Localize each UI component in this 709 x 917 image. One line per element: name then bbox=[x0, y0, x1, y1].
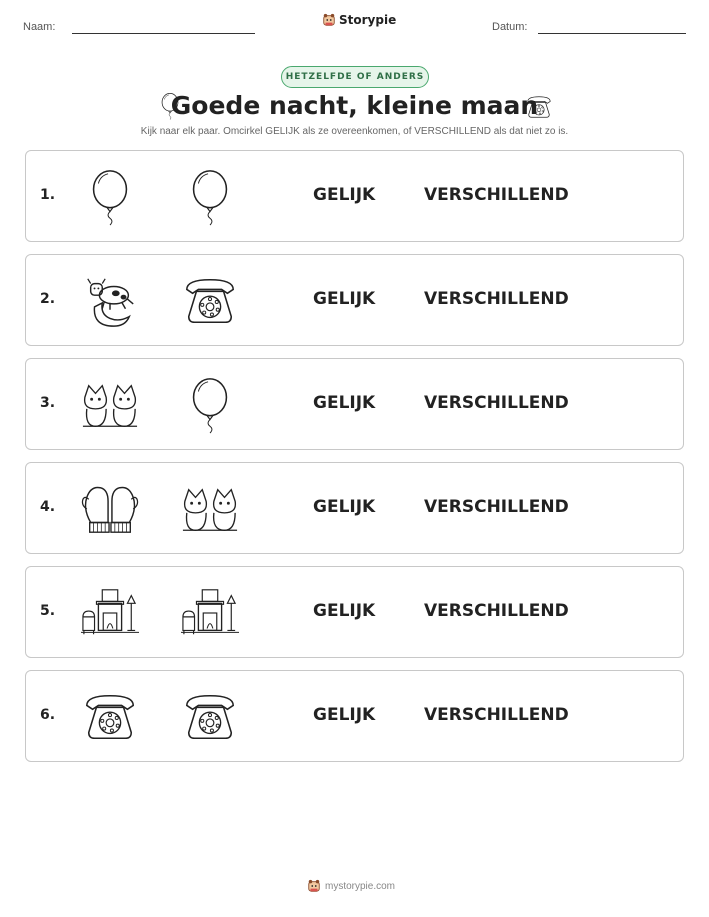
name-label: Naam: bbox=[23, 21, 56, 33]
storypie-logo-icon bbox=[322, 13, 336, 27]
kittens-icon bbox=[181, 480, 239, 538]
row-number: 4. bbox=[40, 499, 56, 515]
option-different[interactable]: VERSCHILLEND bbox=[424, 289, 569, 309]
worksheet-type-badge: HETZELFDE OF ANDERS bbox=[281, 66, 429, 88]
row-number: 3. bbox=[40, 395, 56, 411]
exercise-row bbox=[25, 462, 684, 554]
footer-url: mystorypie.com bbox=[325, 880, 396, 892]
option-different[interactable]: VERSCHILLEND bbox=[424, 497, 569, 517]
exercise-row bbox=[25, 670, 684, 762]
kittens-icon bbox=[81, 376, 139, 434]
telephone-icon bbox=[181, 272, 239, 330]
fireplace-room-icon bbox=[81, 584, 139, 642]
option-same[interactable]: GELIJK bbox=[313, 289, 376, 309]
option-same[interactable]: GELIJK bbox=[313, 185, 376, 205]
row-number: 6. bbox=[40, 707, 56, 723]
exercise-row bbox=[25, 358, 684, 450]
title-row bbox=[0, 88, 709, 128]
storypie-logo bbox=[322, 13, 396, 27]
name-field[interactable] bbox=[72, 33, 255, 34]
telephone-icon bbox=[181, 688, 239, 746]
option-same[interactable]: GELIJK bbox=[313, 705, 376, 725]
balloon-icon bbox=[81, 168, 139, 226]
balloon-icon bbox=[181, 168, 239, 226]
instructions: Kijk naar elk paar. Omcirkel GELIJK als ze overeenkomen, of VERSCHILLEND als dat niet zo is. bbox=[140, 126, 569, 137]
exercise-row bbox=[25, 150, 684, 242]
option-same[interactable]: GELIJK bbox=[313, 601, 376, 621]
row-number: 1. bbox=[40, 187, 56, 203]
page-title: Goede nacht, kleine maan bbox=[170, 91, 539, 120]
cow-moon-icon bbox=[81, 272, 139, 330]
fireplace-room-icon bbox=[181, 584, 239, 642]
option-same[interactable]: GELIJK bbox=[313, 497, 376, 517]
exercise-row bbox=[25, 254, 684, 346]
row-number: 2. bbox=[40, 291, 56, 307]
telephone-icon bbox=[524, 93, 554, 121]
option-different[interactable]: VERSCHILLEND bbox=[424, 185, 569, 205]
date-label: Datum: bbox=[492, 21, 528, 33]
option-different[interactable]: VERSCHILLEND bbox=[424, 601, 569, 621]
option-different[interactable]: VERSCHILLEND bbox=[424, 705, 569, 725]
exercise-row bbox=[25, 566, 684, 658]
option-same[interactable]: GELIJK bbox=[313, 393, 376, 413]
balloon-icon bbox=[181, 376, 239, 434]
option-different[interactable]: VERSCHILLEND bbox=[424, 393, 569, 413]
date-field[interactable] bbox=[538, 33, 686, 34]
logo-text: Storypie bbox=[339, 13, 397, 27]
storypie-footer-icon bbox=[307, 879, 321, 893]
row-number: 5. bbox=[40, 603, 56, 619]
footer bbox=[307, 879, 395, 893]
telephone-icon bbox=[81, 688, 139, 746]
mittens-icon bbox=[81, 480, 139, 538]
